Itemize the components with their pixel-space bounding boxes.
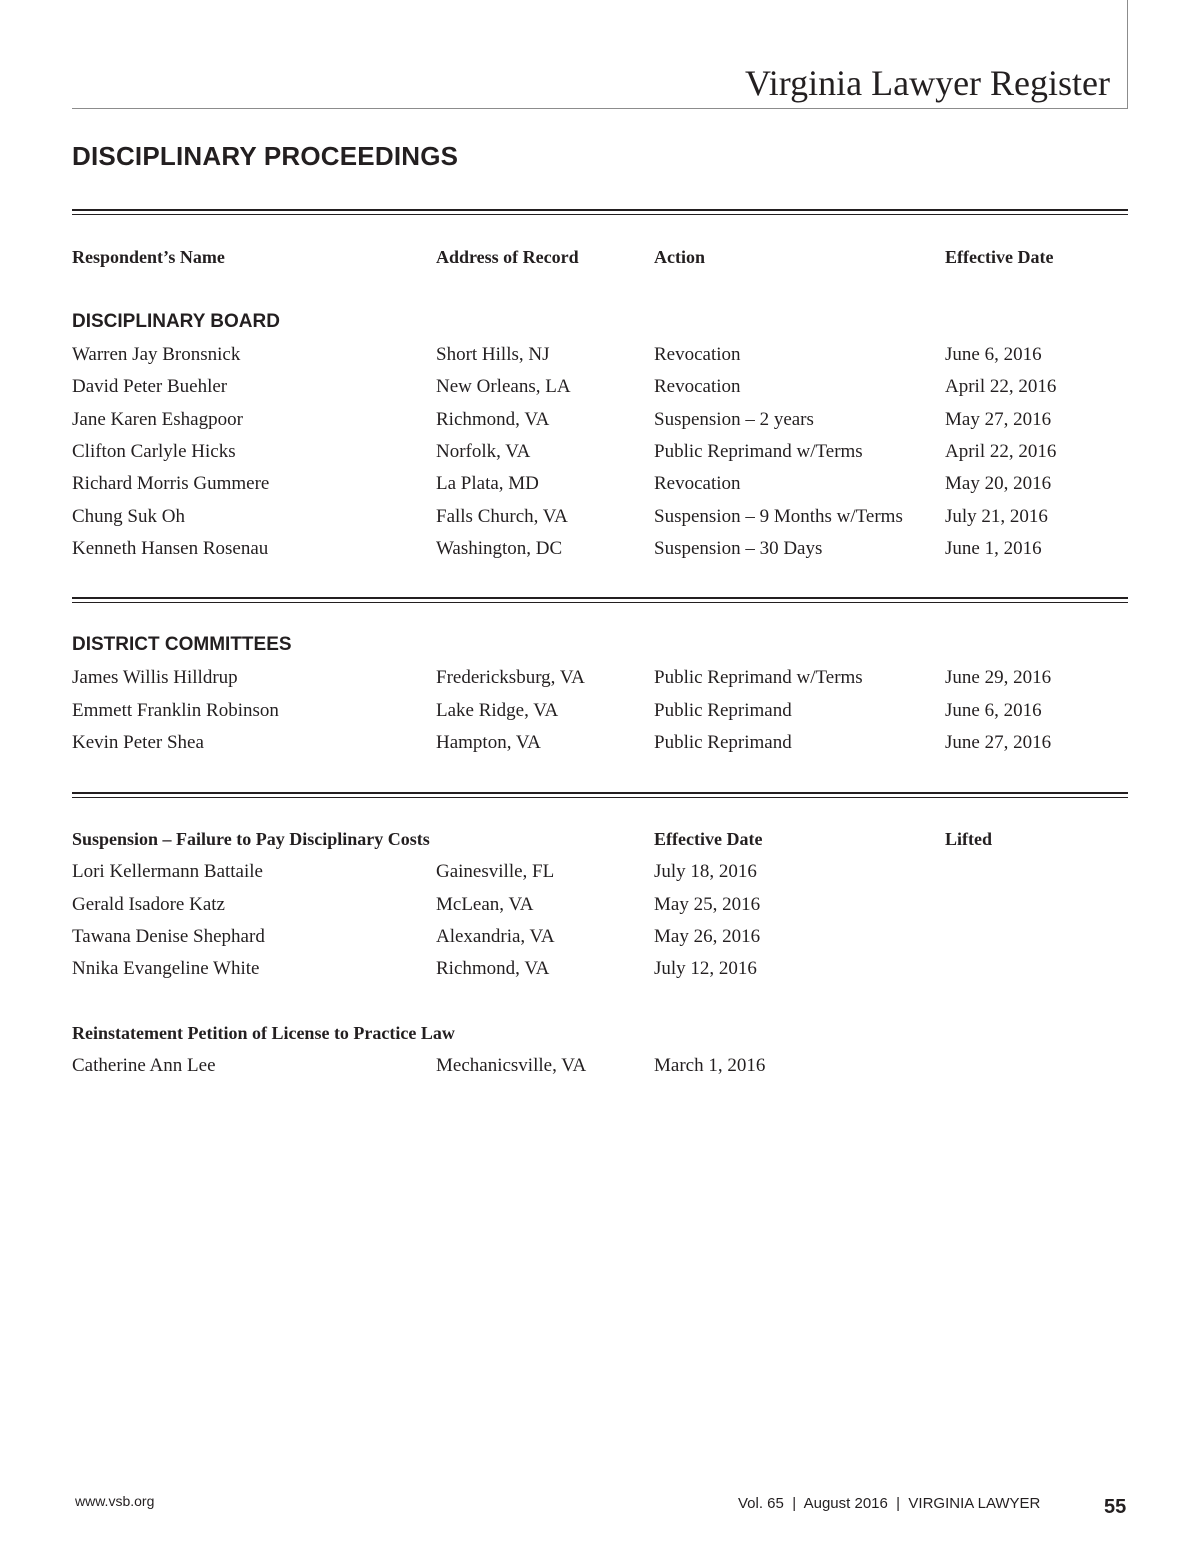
effective-date: May 26, 2016 bbox=[654, 926, 761, 947]
address: Hampton, VA bbox=[436, 732, 541, 753]
table-row bbox=[0, 344, 1200, 374]
respondent-name: James Willis Hilldrup bbox=[72, 667, 238, 688]
action: Revocation bbox=[654, 473, 741, 494]
table-row bbox=[0, 894, 1200, 924]
divider-board-end bbox=[72, 597, 1128, 603]
table-row bbox=[0, 441, 1200, 471]
address: Short Hills, NJ bbox=[436, 344, 550, 365]
table-row bbox=[0, 376, 1200, 406]
action: Public Reprimand bbox=[654, 732, 792, 753]
respondent-name: Gerald Isadore Katz bbox=[72, 894, 225, 915]
address: Washington, DC bbox=[436, 538, 563, 559]
table-row bbox=[0, 861, 1200, 891]
address: Alexandria, VA bbox=[436, 926, 555, 947]
section-title: DISCIPLINARY PROCEEDINGS bbox=[72, 141, 459, 171]
column-header-action: Action bbox=[654, 247, 705, 267]
address: Fredericksburg, VA bbox=[436, 667, 585, 688]
address: New Orleans, LA bbox=[436, 376, 571, 397]
effective-date: April 22, 2016 bbox=[945, 376, 1057, 397]
reinstatement-header-row bbox=[0, 1023, 1200, 1053]
table-row bbox=[0, 1055, 1200, 1085]
table-row bbox=[0, 732, 1200, 762]
column-header-address: Address of Record bbox=[436, 247, 579, 267]
table-row bbox=[0, 506, 1200, 536]
table-row bbox=[0, 473, 1200, 503]
effective-date: March 1, 2016 bbox=[654, 1055, 766, 1076]
respondent-name: Jane Karen Eshagpoor bbox=[72, 409, 243, 430]
running-head-title: Virginia Lawyer Register bbox=[744, 63, 1110, 103]
address: Lake Ridge, VA bbox=[436, 700, 559, 721]
respondent-name: Catherine Ann Lee bbox=[72, 1055, 216, 1076]
respondent-name: David Peter Buehler bbox=[72, 376, 228, 397]
divider-committees-end bbox=[72, 792, 1128, 798]
effective-date: July 18, 2016 bbox=[654, 861, 757, 882]
respondent-name: Emmett Franklin Robinson bbox=[72, 700, 279, 721]
effective-date: July 21, 2016 bbox=[945, 506, 1048, 527]
column-header-date: Effective Date bbox=[945, 247, 1054, 267]
address: Richmond, VA bbox=[436, 409, 550, 430]
page-number: 55 bbox=[1104, 1496, 1127, 1518]
costs-date-header: Effective Date bbox=[654, 829, 763, 849]
table-row bbox=[0, 926, 1200, 956]
action: Public Reprimand w/Terms bbox=[654, 441, 863, 462]
respondent-name: Richard Morris Gummere bbox=[72, 473, 270, 494]
respondent-name: Nnika Evangeline White bbox=[72, 958, 260, 979]
running-head bbox=[72, 0, 1128, 109]
address: Falls Church, VA bbox=[436, 506, 568, 527]
effective-date: May 25, 2016 bbox=[654, 894, 761, 915]
costs-lifted-header: Lifted bbox=[945, 829, 992, 849]
address: Norfolk, VA bbox=[436, 441, 531, 462]
column-header-name: Respondent’s Name bbox=[72, 247, 225, 267]
running-head-rule bbox=[1127, 0, 1128, 108]
address: Richmond, VA bbox=[436, 958, 550, 979]
table-row bbox=[0, 700, 1200, 730]
effective-date: July 12, 2016 bbox=[654, 958, 757, 979]
respondent-name: Chung Suk Oh bbox=[72, 506, 185, 527]
effective-date: June 27, 2016 bbox=[945, 732, 1052, 753]
address: La Plata, MD bbox=[436, 473, 539, 494]
respondent-name: Clifton Carlyle Hicks bbox=[72, 441, 236, 462]
group-title-disciplinary-board: DISCIPLINARY BOARD bbox=[72, 311, 280, 332]
action: Suspension – 30 Days bbox=[654, 538, 823, 559]
action: Revocation bbox=[654, 376, 741, 397]
footer-url: www.vsb.org bbox=[75, 1493, 155, 1509]
footer-issue-line: Vol. 65 | August 2016 | VIRGINIA LAWYER bbox=[738, 1495, 1041, 1512]
table-row bbox=[0, 667, 1200, 697]
effective-date: April 22, 2016 bbox=[945, 441, 1057, 462]
respondent-name: Kevin Peter Shea bbox=[72, 732, 204, 753]
column-header-row bbox=[0, 247, 1200, 277]
table-row bbox=[0, 409, 1200, 439]
costs-header-row bbox=[0, 829, 1200, 859]
respondent-name: Warren Jay Bronsnick bbox=[72, 344, 241, 365]
divider-top bbox=[72, 209, 1128, 215]
costs-suspension-title: Suspension – Failure to Pay Disciplinary Costs bbox=[72, 829, 430, 849]
respondent-name: Lori Kellermann Battaile bbox=[72, 861, 263, 882]
action: Public Reprimand w/Terms bbox=[654, 667, 863, 688]
address: Mechanicsville, VA bbox=[436, 1055, 587, 1076]
respondent-name: Tawana Denise Shephard bbox=[72, 926, 265, 947]
action: Revocation bbox=[654, 344, 741, 365]
effective-date: June 6, 2016 bbox=[945, 344, 1042, 365]
action: Public Reprimand bbox=[654, 700, 792, 721]
effective-date: May 27, 2016 bbox=[945, 409, 1052, 430]
effective-date: June 29, 2016 bbox=[945, 667, 1052, 688]
reinstatement-title: Reinstatement Petition of License to Practice Law bbox=[72, 1023, 455, 1043]
action: Suspension – 2 years bbox=[654, 409, 814, 430]
table-row bbox=[0, 958, 1200, 988]
address: Gainesville, FL bbox=[436, 861, 555, 882]
effective-date: May 20, 2016 bbox=[945, 473, 1052, 494]
table-row bbox=[0, 538, 1200, 568]
effective-date: June 6, 2016 bbox=[945, 700, 1042, 721]
group-title-district-committees: DISTRICT COMMITTEES bbox=[72, 634, 292, 655]
action: Suspension – 9 Months w/Terms bbox=[654, 506, 903, 527]
respondent-name: Kenneth Hansen Rosenau bbox=[72, 538, 269, 559]
effective-date: June 1, 2016 bbox=[945, 538, 1042, 559]
address: McLean, VA bbox=[436, 894, 534, 915]
